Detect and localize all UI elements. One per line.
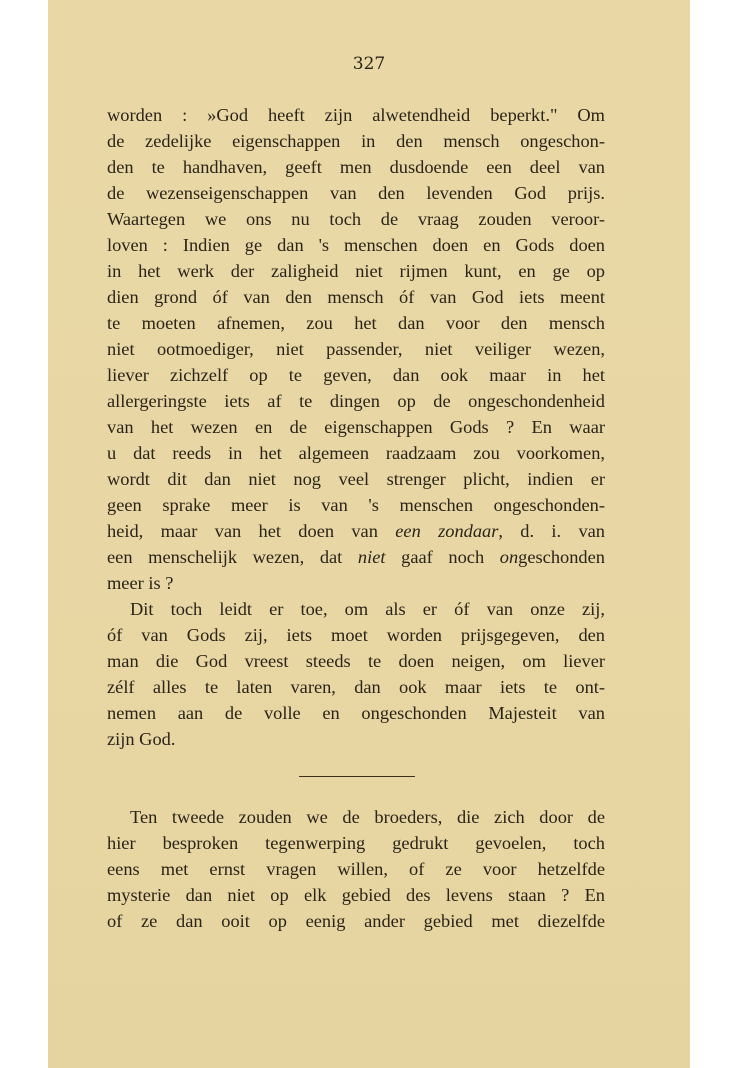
text-line: liever zichzelf op te geven, dan ook maar in het [107,365,605,385]
italic-phrase: een zondaar [395,521,499,541]
text-line: of ze dan ooit op eenig ander gebied met diezelfde [107,911,605,931]
text-line: zijn God. [107,729,176,749]
text-line: niet ootmoediger, niet passender, niet veiliger wezen, [107,339,605,359]
text-line: loven : Indien ge dan 's menschen doen en Gods doen [107,235,605,255]
text-line: meer is ? [107,573,174,593]
paragraph-2 [107,596,605,752]
text-line: Waartegen we ons nu toch de vraag zouden veroor- [107,209,605,229]
book-page [48,0,690,1068]
italic-word: niet [357,547,386,567]
text-line: wordt dit dan niet nog veel strenger plicht, indien er [107,469,605,489]
text-line: u dat reeds in het algemeen raadzaam zou voorkomen, [107,443,605,463]
text-line: in het werk der zaligheid niet rijmen kunt, en ge op [107,261,605,281]
text-run: een menschelijk wezen, dat [107,547,358,567]
text-line [107,544,605,570]
text-line: de wezenseigenschappen van den levenden God prijs. [107,183,605,203]
text-run: heid, maar van het doen van [107,521,396,541]
text-line: nemen aan de volle en ongeschonden Majesteit van [107,703,605,723]
text-line: eens met ernst vragen willen, of ze voor hetzelfde [107,859,605,879]
text-line: den te handhaven, geeft men dusdoende een deel van [107,157,605,177]
text-line: Dit toch leidt er toe, om als er óf van onze zij, [130,599,605,619]
text-line: worden : »God heeft zijn alwetendheid beperkt." Om [107,105,605,125]
section-divider [299,776,415,777]
italic-prefix: on [499,547,519,567]
text-line: mysterie dan niet op elk gebied des levens staan ? En [107,885,605,905]
text-line [107,518,605,544]
text-run: , d. i. van [498,521,605,541]
text-line: hier besproken tegenwerping gedrukt gevoelen, toch [107,833,605,853]
text-line: dien grond óf van den mensch óf van God iets meent [107,287,605,307]
page-number: 327 [352,54,386,74]
text-line: Ten tweede zouden we de broeders, die zich door de [130,807,605,827]
text-line: de zedelijke eigenschappen in den mensch ongeschon- [107,131,605,151]
text-line: van het wezen en de eigenschappen Gods ? En waar [107,417,605,437]
text-line: man die God vreest steeds te doen neigen, om liever [107,651,605,671]
paragraph-3 [107,804,605,934]
text-run: geschonden [518,547,605,567]
text-line: óf van Gods zij, iets moet worden prijsgegeven, den [107,625,605,645]
text-line: zélf alles te laten varen, dan ook maar iets te ont- [107,677,605,697]
paragraph-1 [107,102,605,596]
text-line: allergeringste iets af te dingen op de ongeschondenheid [107,391,605,411]
text-line: te moeten afnemen, zou het dan voor den mensch [107,313,605,333]
text-line: geen sprake meer is van 's menschen ongeschonden- [107,495,605,515]
text-run: gaaf noch [385,547,500,567]
